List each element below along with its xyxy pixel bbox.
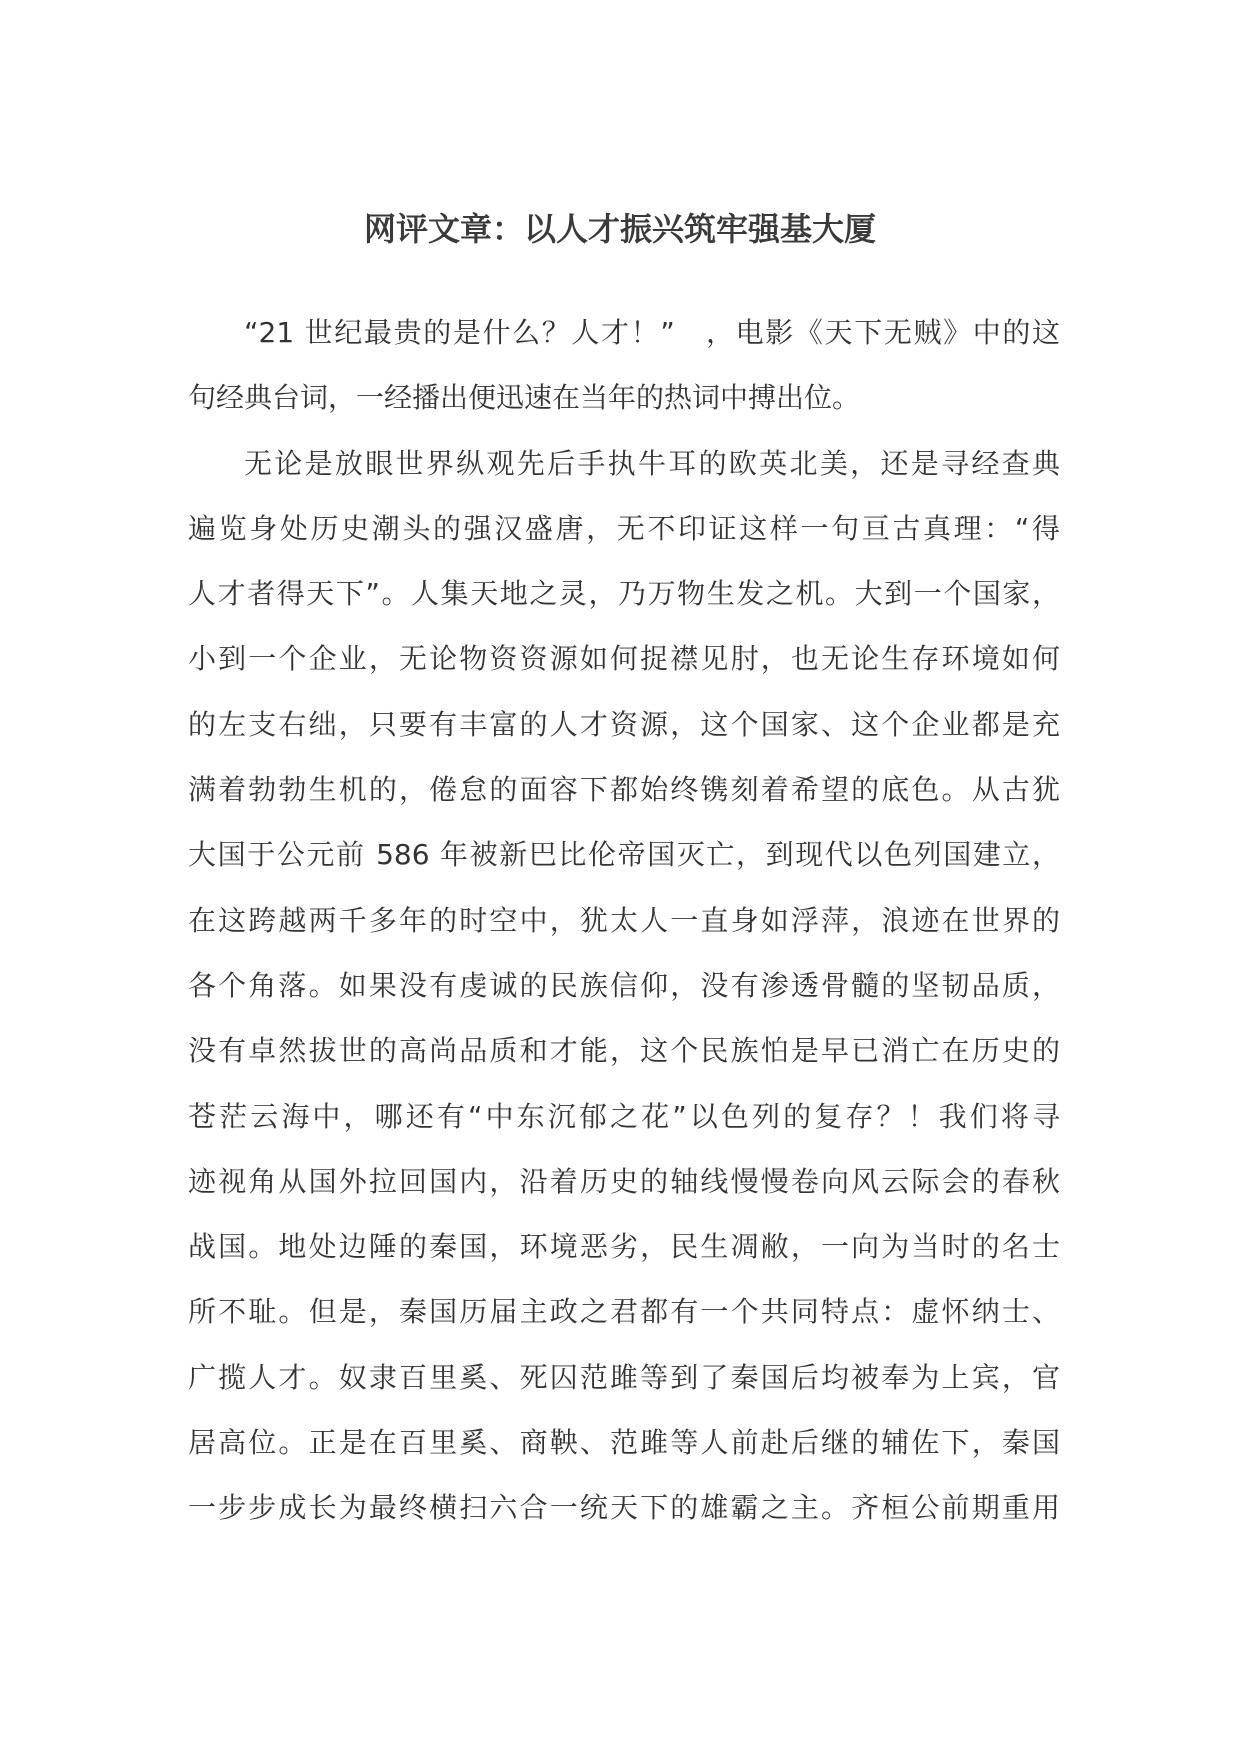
text-line: 一步步成长为最终横扫六合一统天下的雄霸之主。齐桓公前期重用 bbox=[188, 1491, 1060, 1525]
text-line: 大国于公元前 586 年被新巴比伦帝国灭亡，到现代以色列国建立， bbox=[188, 838, 1060, 872]
text-line: 战国。地处边陲的秦国，环境恶劣，民生凋敝，一向为当时的名士 bbox=[188, 1230, 1060, 1264]
text-line: 的左支右绌，只要有丰富的人才资源，这个国家、这个企业都是充 bbox=[188, 707, 1060, 741]
paragraph-2 bbox=[188, 431, 1060, 1541]
text-line: 各个角落。如果没有虔诚的民族信仰，没有渗透骨髓的坚韧品质， bbox=[188, 968, 1060, 1002]
text-line: 苍茫云海中，哪还有“中东沉郁之花”以色列的复存？！我们将寻 bbox=[188, 1099, 1060, 1133]
text-line: 小到一个企业，无论物资资源如何捉襟见肘，也无论生存环境如何 bbox=[188, 642, 1060, 676]
text-line: 无论是放眼世界纵观先后手执牛耳的欧英北美，还是寻经查典 bbox=[244, 446, 1060, 480]
text-line: 在这跨越两千多年的时空中，犹太人一直身如浮萍，浪迹在世界的 bbox=[188, 903, 1060, 937]
text-line: “21 世纪最贵的是什么？人才！” ，电影《天下无贼》中的这 bbox=[244, 316, 1060, 349]
text-line: 居高位。正是在百里奚、商鞅、范雎等人前赴后继的辅佐下，秦国 bbox=[188, 1426, 1060, 1460]
text-line: 广揽人才。奴隶百里奚、死囚范雎等到了秦国后均被奉为上宾，官 bbox=[188, 1360, 1060, 1394]
paragraph-1 bbox=[188, 300, 1060, 431]
text-line: 没有卓然拔世的高尚品质和才能，这个民族怕是早已消亡在历史的 bbox=[188, 1034, 1060, 1068]
text-line: 满着勃勃生机的，倦怠的面容下都始终镌刻着希望的底色。从古犹 bbox=[188, 773, 1060, 807]
text-line: 人才者得天下”。人集天地之灵，乃万物生发之机。大到一个国家， bbox=[188, 577, 1060, 611]
document-title: 网评文章：以人才振兴筑牢强基大厦 bbox=[363, 210, 876, 248]
text-line: 迹视角从国外拉回国内，沿着历史的轴线慢慢卷向风云际会的春秋 bbox=[188, 1164, 1060, 1198]
text-line: 遍览身处历史潮头的强汉盛唐，无不印证这样一句亘古真理：“得 bbox=[188, 511, 1060, 545]
document-body bbox=[188, 300, 1060, 1541]
text-line: 句经典台词，一经播出便迅速在当年的热词中搏出位。 bbox=[188, 381, 861, 415]
text-line: 所不耻。但是，秦国历届主政之君都有一个共同特点：虚怀纳士、 bbox=[188, 1295, 1060, 1329]
